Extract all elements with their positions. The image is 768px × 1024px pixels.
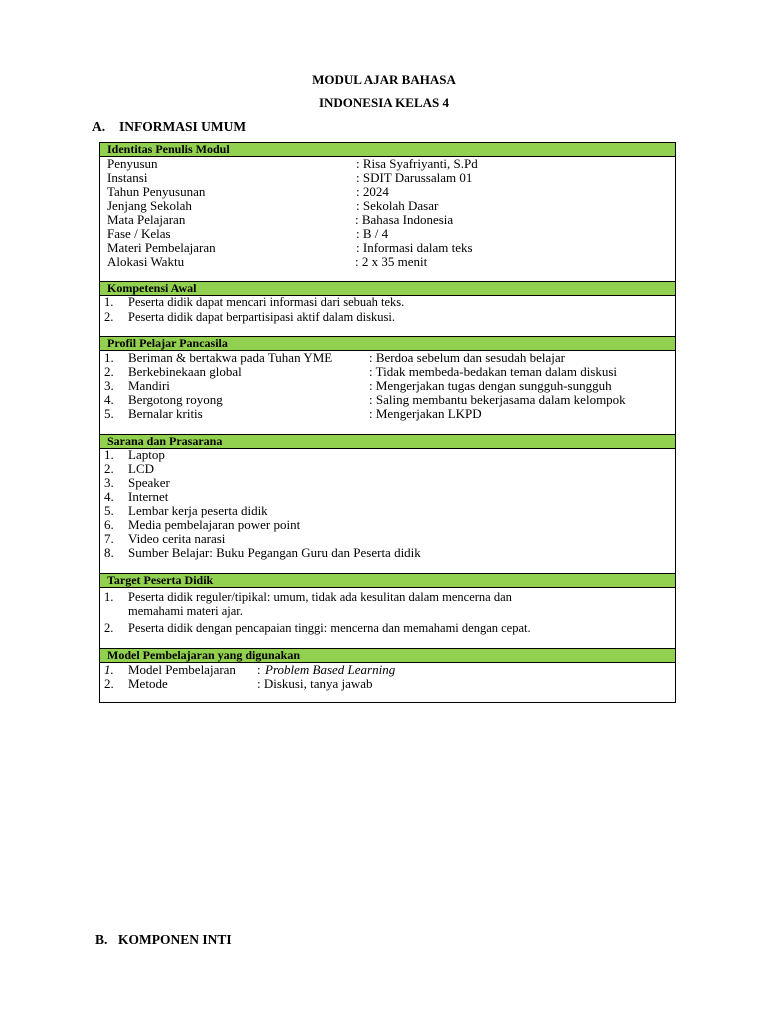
model-label: Metode [128, 676, 168, 691]
identitas-label-tahun: Tahun Penyusunan [107, 184, 206, 199]
identitas-label-jenjang: Jenjang Sekolah [107, 198, 192, 213]
section-a-number: A. [92, 119, 106, 134]
identitas-heading: Identitas Penulis Modul [100, 143, 675, 157]
target-item-continuation: memahami materi ajar. [128, 604, 243, 618]
list-number: 1. [104, 590, 114, 604]
list-number: 5. [104, 503, 114, 518]
list-number: 2. [104, 364, 114, 379]
profil-label: Mandiri [128, 378, 170, 393]
identitas-label-penyusun: Penyusun [107, 156, 158, 171]
list-number: 5. [104, 406, 114, 421]
sarana-heading: Sarana dan Prasarana [100, 434, 675, 449]
target-item [104, 621, 531, 635]
sarana-item [104, 447, 165, 462]
identitas-value-instansi: : SDIT Darussalam 01 [356, 170, 473, 185]
identitas-label-fase: Fase / Kelas [107, 226, 171, 241]
list-number: 8. [104, 545, 114, 560]
list-text: Peserta didik dengan pencapaian tinggi: mencerna dan memahami dengan cepat. [128, 621, 531, 635]
list-number: 3. [104, 378, 114, 393]
list-text: Media pembelajaran power point [128, 517, 301, 532]
kompetensi-item [104, 295, 405, 309]
identitas-label-instansi: Instansi [107, 170, 148, 185]
model-item [104, 662, 396, 677]
model-value: Problem Based Learning [265, 662, 396, 677]
sarana-item [104, 503, 268, 518]
identitas-value-mapel: : Bahasa Indonesia [355, 212, 454, 227]
sarana-item [104, 531, 226, 546]
identitas-value-alokasi: : 2 x 35 menit [355, 254, 428, 269]
list-text: Internet [128, 489, 169, 504]
list-number: 1. [104, 350, 114, 365]
identitas-label-alokasi: Alokasi Waktu [107, 254, 185, 269]
model-label: Model Pembelajaran [128, 662, 236, 677]
profil-label: Berkebinekaan global [128, 364, 242, 379]
identitas-label-mapel: Mata Pelajaran [107, 212, 186, 227]
list-number: 1. [104, 447, 114, 462]
kompetensi-heading: Kompetensi Awal [100, 281, 675, 296]
profil-item [104, 351, 672, 365]
identitas-value-jenjang: : Sekolah Dasar [356, 198, 439, 213]
list-text: LCD [128, 461, 154, 476]
kompetensi-item [104, 310, 395, 324]
section-b-label: KOMPONEN INTI [118, 932, 232, 947]
list-text: Peserta didik dapat mencari informasi dari sebuah teks. [128, 295, 405, 309]
list-text: Speaker [128, 475, 170, 490]
document-title-line-2: INDONESIA KELAS 4 [318, 95, 450, 110]
identitas-label-materi: Materi Pembelajaran [107, 240, 216, 255]
list-number: 4. [104, 392, 114, 407]
profil-label: Bergotong royong [128, 392, 223, 407]
profil-item [104, 379, 672, 393]
list-text: Lembar kerja peserta didik [128, 503, 268, 518]
profil-label: Beriman & bertakwa pada Tuhan YME [128, 350, 333, 365]
document-title-line-1: MODUL AJAR BAHASA [312, 72, 456, 87]
list-number: 7. [104, 531, 114, 546]
section-a-heading [92, 119, 246, 135]
profil-value: : Mengerjakan tugas dengan sungguh-sungguh [369, 378, 612, 393]
list-text: Video cerita narasi [128, 531, 226, 546]
list-text: Peserta didik reguler/tipikal: umum, tidak ada kesulitan dalam mencerna dan [128, 590, 512, 604]
section-b-number: B. [95, 932, 108, 947]
profil-item [104, 393, 672, 407]
sarana-item [104, 461, 154, 476]
profil-value: : Berdoa sebelum dan sesudah belajar [369, 350, 566, 365]
profil-value: : Saling membantu bekerjasama dalam kelompok [369, 392, 626, 407]
list-number: 1. [104, 662, 114, 677]
identitas-value-materi: : Informasi dalam teks [356, 240, 473, 255]
list-number: 6. [104, 517, 114, 532]
profil-label: Bernalar kritis [128, 406, 203, 421]
identitas-value-penyusun: : Risa Syafriyanti, S.Pd [356, 156, 478, 171]
profil-heading: Profil Pelajar Pancasila [100, 336, 675, 351]
informasi-umum-table [99, 142, 676, 703]
list-number: 4. [104, 489, 114, 504]
section-a-label: INFORMASI UMUM [119, 119, 247, 134]
profil-item [104, 407, 672, 421]
profil-value: : Tidak membeda-bedakan teman dalam diskusi [369, 364, 618, 379]
identitas-value-fase: : B / 4 [356, 226, 389, 241]
target-item [104, 590, 512, 604]
list-number: 2. [104, 461, 114, 476]
profil-value: : Mengerjakan LKPD [369, 406, 482, 421]
list-text: Peserta didik dapat berpartisipasi aktif dalam diskusi. [128, 310, 395, 324]
list-text: Sumber Belajar: Buku Pegangan Guru dan Peserta didik [128, 545, 421, 560]
sarana-item [104, 475, 170, 490]
list-number: 2. [104, 310, 114, 324]
model-item [104, 676, 373, 691]
list-text: Laptop [128, 447, 165, 462]
list-number: 1. [104, 295, 114, 309]
list-number: 2. [104, 676, 114, 691]
model-value-prefix: : [257, 662, 261, 677]
model-value: : Diskusi, tanya jawab [257, 676, 373, 691]
list-number: 2. [104, 621, 114, 635]
sarana-item [104, 489, 169, 504]
list-number: 3. [104, 475, 114, 490]
model-heading: Model Pembelajaran yang digunakan [100, 648, 675, 663]
target-heading: Target Peserta Didik [100, 573, 675, 588]
identitas-value-tahun: : 2024 [356, 184, 389, 199]
section-b-heading [95, 932, 232, 948]
profil-item [104, 365, 672, 379]
sarana-item [104, 545, 421, 560]
sarana-item [104, 517, 301, 532]
